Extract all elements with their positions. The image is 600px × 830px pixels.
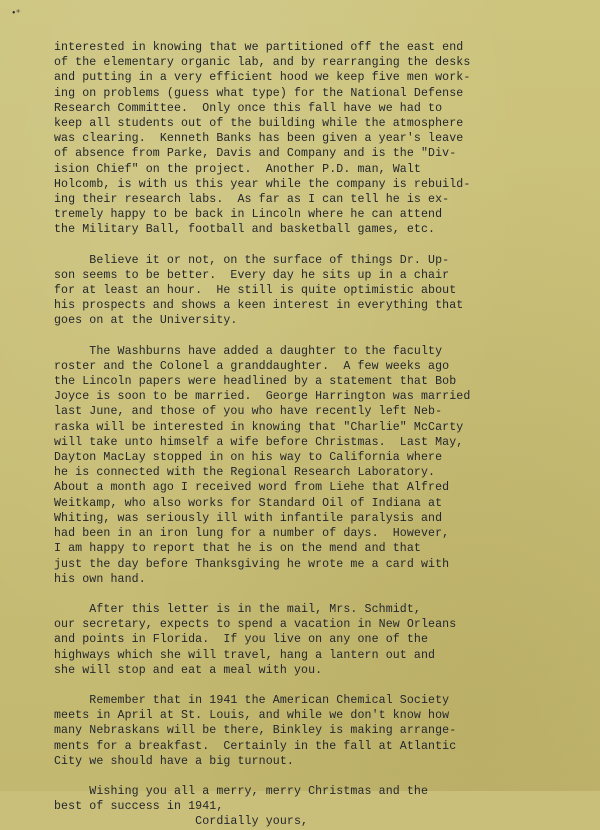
paragraph xyxy=(54,253,574,329)
text-line: our secretary, expects to spend a vacation in New Orleans xyxy=(54,618,457,632)
text-line: his prospects and shows a keen interest in everything that xyxy=(54,299,464,313)
text-line: The Washburns have added a daughter to the faculty xyxy=(54,344,443,358)
text-line: best of success in 1941, xyxy=(54,800,224,814)
text-line: Dayton MacLay stopped in on his way to California where xyxy=(54,451,443,465)
text-line: son seems to be better. Every day he sits up in a chair xyxy=(54,268,450,282)
text-line: raska will be interested in knowing that "Charlie" McCarty xyxy=(54,420,464,434)
text-line: Believe it or not, on the surface of things Dr. Up- xyxy=(54,253,450,267)
paragraph xyxy=(54,693,574,769)
text-line: of absence from Parke, Davis and Company and is the "Div- xyxy=(54,147,457,161)
text-line: of the elementary organic lab, and by rearranging the desks xyxy=(54,56,471,70)
text-line: the Military Ball, football and basketball games, etc. xyxy=(54,223,436,237)
text-line: ing their research labs. As far as I can tell he is ex- xyxy=(54,193,450,207)
text-line: just the day before Thanksgiving he wrote me a card with xyxy=(54,557,450,571)
text-line: Holcomb, is with us this year while the company is rebuild- xyxy=(54,177,471,191)
text-line: City we should have a big turnout. xyxy=(54,754,294,768)
text-line: tremely happy to be back in Lincoln where he can attend xyxy=(54,208,443,222)
text-line: for at least an hour. He still is quite optimistic about xyxy=(54,284,457,298)
text-line: had been in an iron lung for a number of days. However, xyxy=(54,527,450,541)
paragraph xyxy=(54,602,574,678)
text-line: he is connected with the Regional Research Laboratory. xyxy=(54,466,436,480)
text-line: ments for a breakfast. Certainly in the fall at Atlantic xyxy=(54,739,457,753)
text-line: ision Chief" on the project. Another P.D. man, Walt xyxy=(54,162,421,176)
text-line: will take unto himself a wife before Christmas. Last May, xyxy=(54,435,464,449)
text-line: the Lincoln papers were headlined by a statement that Bob xyxy=(54,375,457,389)
text-line: Whiting, was seriously ill with infantile paralysis and xyxy=(54,511,443,525)
text-line: highways which she will travel, hang a lantern out and xyxy=(54,648,436,662)
text-line: Wishing you all a merry, merry Christmas and the xyxy=(54,784,429,798)
text-line: and points in Florida. If you live on any one of the xyxy=(54,633,429,647)
text-line: ing on problems (guess what type) for the National Defense xyxy=(54,86,464,100)
text-line: keep all students out of the building while the atmosphere xyxy=(54,117,464,131)
text-line: many Nebraskans will be there, Binkley is making arrange- xyxy=(54,724,457,738)
paragraph xyxy=(54,40,574,238)
text-line: Remember that in 1941 the American Chemical Society xyxy=(54,693,450,707)
text-line: Weitkamp, who also works for Standard Oil of Indiana at xyxy=(54,496,443,510)
text-line: Research Committee. Only once this fall have we had to xyxy=(54,101,443,115)
text-line: last June, and those of you who have recently left Neb- xyxy=(54,405,443,419)
text-line: and putting in a very efficient hood we keep five men work- xyxy=(54,71,471,85)
text-line: I am happy to report that he is on the mend and that xyxy=(54,542,421,556)
text-line: meets in April at St. Louis, and while we don't know how xyxy=(54,709,450,723)
text-line: About a month ago I received word from Liehe that Alfred xyxy=(54,481,450,495)
corner-mark-icon: •⁺ xyxy=(12,8,21,19)
closing-line: Cordially yours, xyxy=(54,815,309,829)
text-line: Joyce is soon to be married. George Harrington was married xyxy=(54,390,471,404)
paragraph xyxy=(54,784,574,814)
text-line: goes on at the University. xyxy=(54,314,238,328)
letter-body xyxy=(54,40,574,830)
text-line: interested in knowing that we partitioned off the east end xyxy=(54,41,464,54)
text-line: roster and the Colonel a granddaughter. A few weeks ago xyxy=(54,359,450,373)
text-line: was clearing. Kenneth Banks has been given a year's leave xyxy=(54,132,464,146)
text-line: his own hand. xyxy=(54,572,146,586)
text-line: she will stop and eat a meal with you. xyxy=(54,663,323,677)
paragraph xyxy=(54,344,574,587)
text-line: After this letter is in the mail, Mrs. Schmidt, xyxy=(54,602,421,616)
